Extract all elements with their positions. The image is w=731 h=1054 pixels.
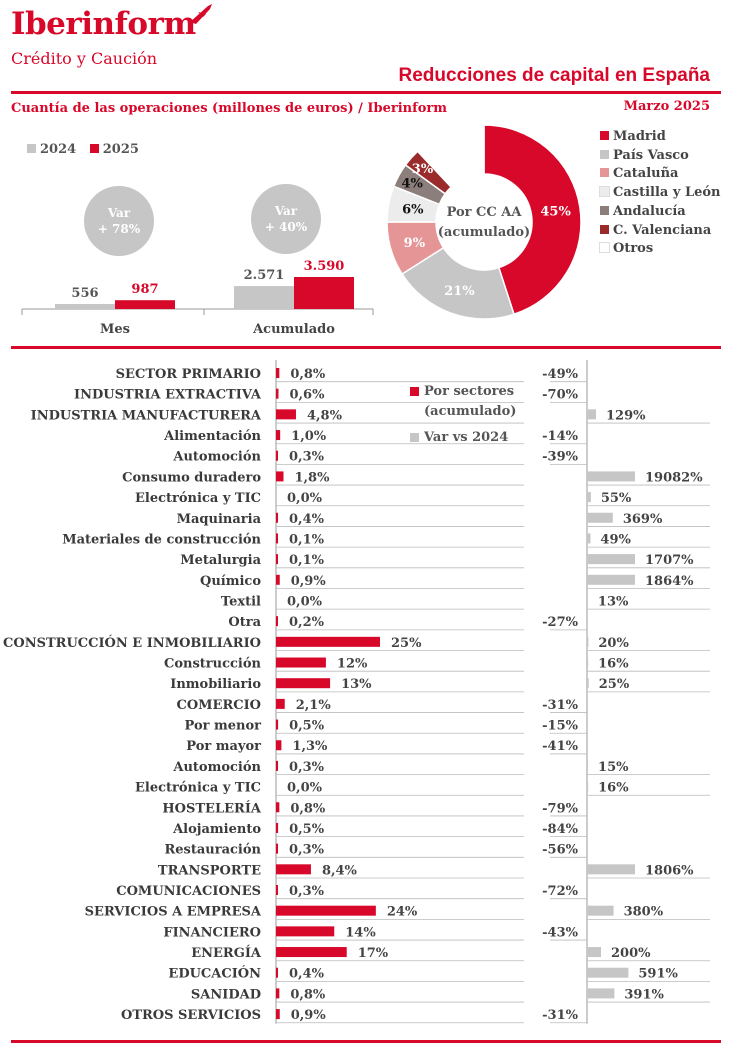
share-value-label: 0,9% [290, 1008, 326, 1024]
share-value-label: 2,1% [295, 697, 331, 713]
sector-label: OTROS SERVICIOS [121, 1008, 261, 1024]
sector-label: Restauración [164, 842, 261, 858]
share-bar [276, 451, 278, 461]
var-value-label: -70% [542, 387, 578, 403]
legend-item-otros [600, 240, 720, 259]
share-value-label: 0,2% [289, 615, 324, 631]
sector-label: Alojamiento [173, 821, 261, 837]
bar-value-label: 556 [71, 286, 99, 302]
sector-label: SERVICIOS A EMPRESA [84, 904, 261, 920]
var-value-label: 16% [598, 656, 629, 672]
var-bar [587, 533, 590, 543]
share-value-label: 14% [345, 925, 376, 941]
var-bar [587, 761, 588, 771]
share-bar [276, 678, 330, 688]
var-bar [587, 988, 614, 998]
var-value-label: 49% [600, 532, 631, 548]
var-value-label: 391% [624, 987, 664, 1003]
sector-label: Electrónica y TIC [135, 780, 261, 796]
share-value-label: 0,0% [287, 491, 322, 507]
share-value-label: 12% [336, 656, 368, 672]
share-value-label: 0,5% [289, 821, 325, 837]
var-bar [587, 864, 635, 874]
var-value-label: -31% [542, 1008, 578, 1024]
legend-label-var: Var vs 2024 [424, 430, 509, 445]
bar-2024-mes [55, 304, 115, 309]
legend-label: C. Valenciana [613, 222, 712, 238]
sector-label: Materiales de construcción [62, 532, 261, 548]
legend-label: Castilla y León [613, 185, 721, 201]
pie-slice-label: 3% [411, 161, 434, 177]
var-value-label: 20% [598, 635, 629, 651]
variation-value: + 40% [264, 220, 308, 234]
var-bar [587, 782, 588, 792]
bar-value-label: 2.571 [243, 268, 285, 284]
share-value-label: 25% [391, 635, 422, 651]
var-bar [587, 409, 596, 419]
sector-label: Químico [200, 573, 261, 589]
sector-label: Electrónica y TIC [135, 491, 261, 507]
var-value-label: -41% [542, 739, 578, 755]
var-value-label: 16% [598, 780, 629, 796]
header-divider [11, 91, 721, 94]
var-bar [587, 968, 628, 978]
share-value-label: 1,0% [291, 429, 327, 445]
var-value-label: 369% [622, 511, 663, 527]
sector-label: Automoción [173, 449, 261, 465]
share-bar [276, 658, 326, 668]
share-bar [276, 699, 285, 709]
legend-line: Por sectores [424, 384, 515, 399]
share-bar [276, 906, 376, 916]
category-label: Mes [100, 322, 130, 337]
var-value-label: 55% [600, 491, 632, 507]
sector-label: Construcción [164, 656, 261, 672]
var-value-label: -31% [542, 697, 578, 713]
section-divider [11, 346, 721, 349]
variation-label: Var [274, 204, 298, 218]
pie-slice-label: 9% [403, 236, 426, 252]
legend-swatch [600, 225, 609, 234]
share-value-label: 0,6% [289, 387, 325, 403]
share-bar [276, 471, 283, 481]
legend-swatch [600, 131, 609, 140]
var-value-label: -84% [542, 821, 578, 837]
brand-tagline: Crédito y Caución [11, 49, 158, 68]
share-value-label: 17% [357, 946, 389, 962]
legend-item-madrid [600, 128, 720, 147]
share-bar [276, 637, 380, 647]
legend-swatch-2024 [27, 144, 36, 153]
legend-swatch [600, 150, 609, 159]
share-bar [276, 926, 334, 936]
var-value-label: 13% [597, 594, 629, 610]
sector-label: Metalurgia [180, 553, 261, 569]
sector-label: HOSTELERÍA [162, 801, 261, 817]
variation-value: + 78% [97, 222, 141, 236]
share-value-label: 0,5% [289, 718, 325, 734]
var-value-label: 15% [598, 759, 629, 775]
sector-label: Automoción [173, 759, 261, 775]
pie-slice-label: 21% [444, 284, 475, 300]
var-value-label: 19082% [645, 470, 703, 486]
legend-swatch-2025 [90, 144, 99, 153]
pie-slice-label: 6% [402, 202, 424, 218]
share-bar [276, 575, 280, 585]
sector-label: Maquinaria [176, 511, 261, 527]
share-bar [276, 823, 278, 833]
legend-label: Andalucía [613, 203, 686, 219]
var-value-label: -39% [542, 449, 578, 465]
share-value-label: 4,8% [306, 408, 342, 424]
legend-label: Madrid [613, 129, 666, 144]
var-bar [587, 906, 614, 916]
var-bar [587, 947, 601, 957]
share-bar [276, 616, 278, 626]
sector-label: SANIDAD [190, 987, 261, 1003]
sector-label: Otra [228, 615, 261, 631]
sector-bar-chart [0, 360, 731, 1030]
share-value-label: 0,8% [290, 801, 326, 817]
bar-2024-acumulado [234, 286, 294, 309]
legend-item-2025: 2025 [90, 142, 139, 157]
sector-label: COMERCIO [176, 697, 261, 713]
bar-value-label: 3.590 [303, 259, 345, 274]
bar-2025-acumulado [294, 277, 354, 309]
footer-divider [11, 1040, 721, 1043]
legend-label: País Vasco [613, 147, 689, 163]
legend-swatch [600, 168, 609, 177]
sector-label: Inmobiliario [170, 677, 261, 693]
var-bar [587, 471, 635, 481]
sector-label: SECTOR PRIMARIO [115, 367, 261, 382]
brand-logo-mark-icon [188, 2, 214, 28]
share-value-label: 0,4% [289, 511, 324, 527]
donut-center-label: (acumulado) [437, 225, 531, 240]
share-value-label: 0,4% [289, 966, 324, 982]
legend-label: Otros [613, 241, 654, 257]
var-bar [587, 678, 589, 688]
sector-label: ENERGÍA [191, 946, 261, 962]
bar-value-label: 987 [131, 282, 159, 298]
var-value-label: -14% [542, 429, 578, 445]
bar-2025-mes [115, 300, 175, 309]
pie-slice-label: 4% [401, 176, 423, 192]
var-value-label: 1707% [645, 553, 694, 569]
sector-label: INDUSTRIA MANUFACTURERA [30, 408, 261, 424]
legend-item-pa-s-vasco [600, 147, 720, 166]
var-value-label: 591% [638, 966, 678, 982]
var-value-label: 1864% [645, 573, 694, 589]
sector-label: Textil [220, 594, 261, 610]
legend-item-c-valenciana [600, 222, 720, 241]
brand-logo-name: Iberinform [11, 6, 196, 42]
page-title: Reducciones de capital en España [398, 65, 710, 86]
sector-label: INDUSTRIA EXTRACTIVA [74, 387, 261, 403]
sector-label: TRANSPORTE [157, 863, 261, 879]
legend-label: Cataluña [613, 166, 679, 182]
region-legend [600, 128, 720, 259]
share-bar [276, 533, 278, 543]
sector-label: Consumo duradero [122, 470, 261, 486]
var-bar [587, 637, 588, 647]
var-value-label: -27% [542, 615, 578, 631]
operations-bar-chart [0, 240, 380, 345]
legend-swatch [600, 206, 609, 215]
legend-item-castilla-y-le-n [600, 184, 720, 203]
share-value-label: 0,0% [287, 594, 322, 610]
share-value-label: 0,1% [289, 553, 324, 569]
share-bar [276, 554, 278, 564]
share-bar [276, 968, 278, 978]
share-value-label: 0,3% [289, 759, 324, 775]
var-value-label: 1806% [645, 863, 694, 879]
var-value-label: -43% [542, 925, 578, 941]
region-donut-chart [380, 118, 590, 328]
legend-swatch [600, 187, 609, 196]
share-value-label: 1,3% [292, 739, 328, 755]
share-value-label: 0,1% [289, 532, 324, 548]
year-legend [27, 142, 139, 157]
var-value-label: 129% [606, 408, 646, 424]
donut-center-label: Por CC AA [446, 205, 522, 220]
share-bar [276, 761, 278, 771]
var-bar [587, 575, 635, 585]
share-value-label: 0,3% [289, 884, 324, 899]
sector-label: Por menor [184, 718, 261, 734]
legend-item-andaluc-a [600, 203, 720, 222]
share-bar [276, 885, 278, 895]
share-value-label: 0,0% [287, 780, 322, 796]
sector-label: CONSTRUCCIÓN E INMOBILIARIO [3, 635, 261, 651]
var-value-label: 200% [611, 946, 651, 962]
var-bar [587, 492, 591, 502]
report-date: Marzo 2025 [623, 99, 710, 114]
share-value-label: 13% [341, 677, 372, 693]
legend-swatch [600, 243, 609, 252]
var-value-label: -79% [542, 801, 578, 817]
share-bar [276, 740, 281, 750]
share-bar [276, 947, 347, 957]
var-value-label: -56% [542, 842, 578, 858]
share-value-label: 8,4% [321, 863, 357, 879]
share-value-label: 0,3% [289, 449, 324, 465]
legend-item-2024: 2024 [27, 142, 76, 157]
legend-item-catalu-a [600, 165, 720, 184]
var-value-label: -15% [542, 718, 578, 734]
share-bar [276, 720, 278, 730]
sector-label: COMUNICACIONES [116, 884, 261, 899]
share-bar [276, 513, 278, 523]
legend-line: (acumulado) [424, 404, 517, 419]
share-bar [276, 988, 279, 998]
var-bar [587, 658, 588, 668]
share-bar [276, 368, 279, 378]
var-value-label: 380% [623, 904, 664, 920]
var-value-label: 25% [598, 677, 630, 693]
share-value-label: 0,9% [290, 573, 326, 589]
pie-slice-label: 45% [540, 204, 571, 220]
variation-label: Var [107, 206, 131, 220]
category-label: Acumulado [253, 322, 335, 337]
share-value-label: 0,8% [290, 367, 326, 382]
share-value-label: 0,8% [290, 987, 326, 1003]
share-bar [276, 389, 278, 399]
sector-label: EDUCACIÓN [168, 966, 261, 982]
var-value-label: -72% [542, 884, 578, 899]
sector-label: Alimentación [164, 429, 261, 445]
share-bar [276, 802, 279, 812]
var-bar [587, 554, 635, 564]
share-value-label: 24% [386, 904, 418, 920]
share-bar [276, 844, 278, 854]
var-value-label: -49% [542, 367, 578, 382]
share-bar [276, 430, 280, 440]
share-bar [276, 1009, 280, 1019]
sector-label: FINANCIERO [163, 925, 261, 941]
share-value-label: 0,3% [289, 842, 324, 858]
var-bar [587, 513, 613, 523]
share-bar [276, 409, 296, 419]
share-value-label: 1,8% [294, 470, 330, 486]
share-bar [276, 864, 311, 874]
sector-label: Por mayor [186, 739, 261, 755]
page-subtitle: Cuantía de las operaciones (millones de euros) / Iberinform [11, 101, 447, 116]
